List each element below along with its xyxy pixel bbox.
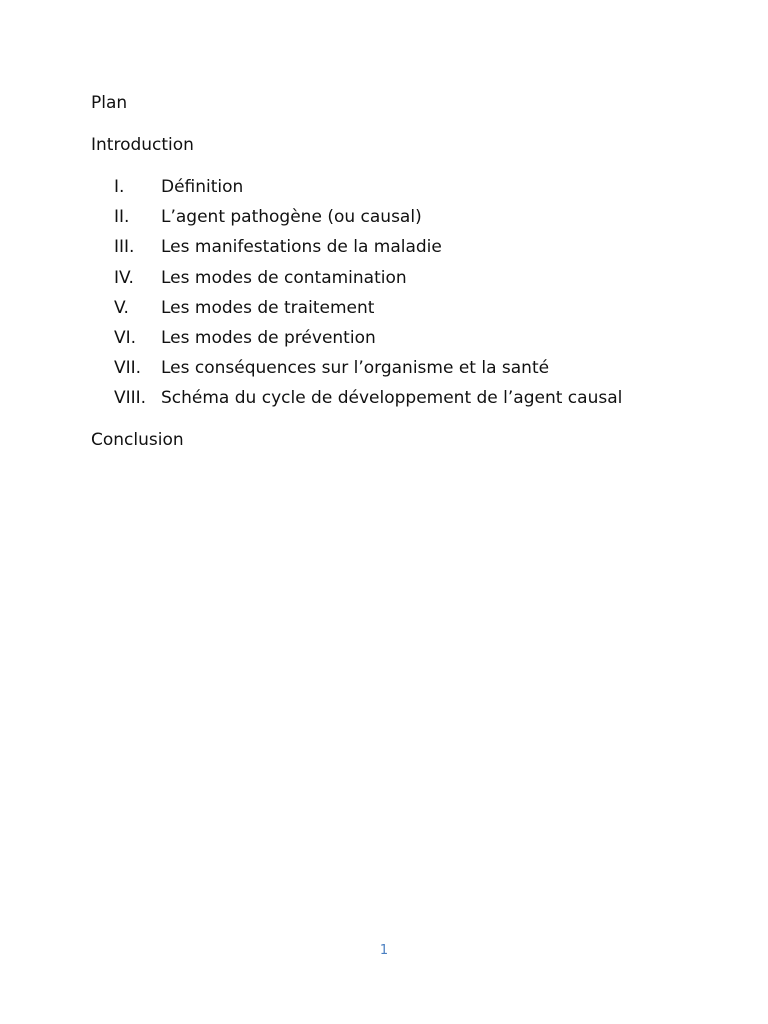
toc-item-label: Les modes de traitement xyxy=(161,297,375,318)
toc-item-definition xyxy=(114,177,622,207)
toc-item-number: III. xyxy=(114,237,135,258)
plan-heading: Plan xyxy=(91,93,128,113)
toc-item-schema xyxy=(114,388,622,418)
toc-item-label: L’agent pathogène (ou causal) xyxy=(161,207,422,228)
toc-item-prevention xyxy=(114,328,622,358)
introduction-heading: Introduction xyxy=(91,135,194,155)
toc-item-number: VI. xyxy=(114,327,137,348)
toc-item-label: Définition xyxy=(161,177,244,197)
toc-item-manifestations xyxy=(114,237,622,267)
conclusion-heading: Conclusion xyxy=(91,430,184,450)
toc-item-agent-pathogene xyxy=(114,207,622,237)
toc-item-number: I. xyxy=(114,177,125,197)
toc-item-label: Les modes de contamination xyxy=(161,267,407,288)
page-number: 1 xyxy=(379,943,389,958)
toc-item-label: Les manifestations de la maladie xyxy=(161,237,442,258)
toc-item-number: VIII. xyxy=(114,388,147,409)
toc-item-label: Les conséquences sur l’organisme et la santé xyxy=(161,358,550,379)
toc-item-number: V. xyxy=(114,297,129,318)
toc-item-number: II. xyxy=(114,207,130,228)
toc-item-consequences xyxy=(114,358,622,388)
toc-item-traitement xyxy=(114,298,622,328)
toc-item-contamination xyxy=(114,268,622,298)
toc-item-number: VII. xyxy=(114,358,142,379)
toc-item-label: Les modes de prévention xyxy=(161,327,376,348)
table-of-contents xyxy=(114,177,622,419)
toc-item-label: Schéma du cycle de développement de l’agent causal xyxy=(161,388,623,409)
toc-item-number: IV. xyxy=(114,267,134,288)
